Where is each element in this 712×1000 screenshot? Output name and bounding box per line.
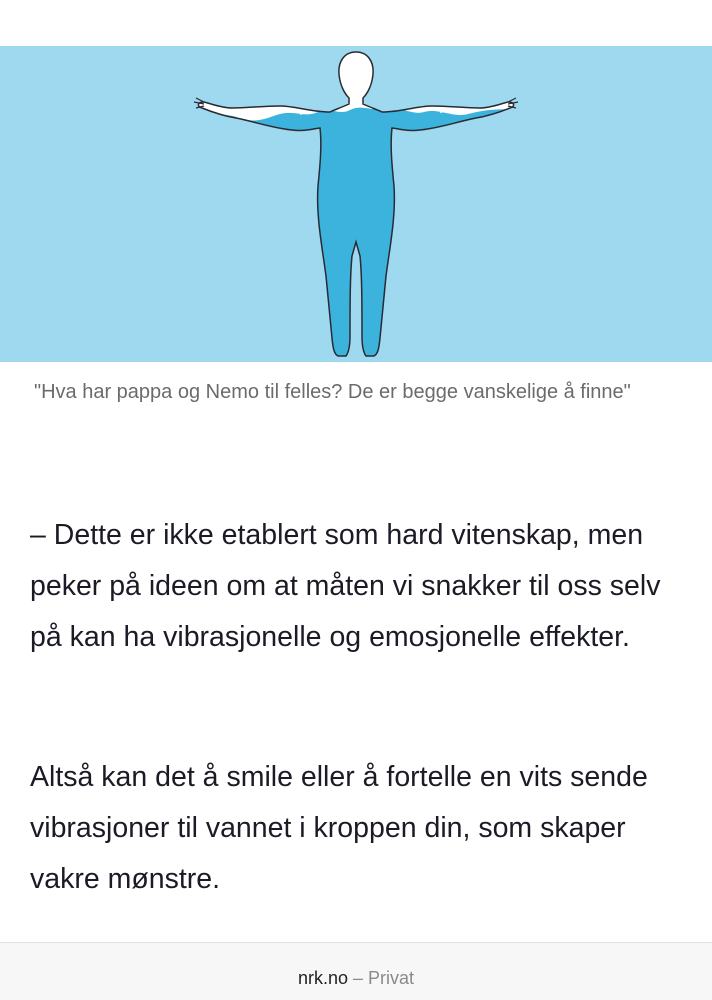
human-body-water-icon <box>0 46 712 362</box>
article-paragraph: – Dette er ikke etablert som hard vitenskap, men peker på ideen om at måten vi snakker til oss selv på kan ha vibrasjonelle og emosjonelle effekter. <box>30 519 661 653</box>
article-paragraph: Altså kan det å smile eller å fortelle en vits sende vibrasjoner til vannet i kroppen din, som skaper vakre mønstre. <box>30 761 648 895</box>
privacy-mode-label: Privat <box>368 968 415 988</box>
browser-footer <box>0 942 712 1000</box>
image-caption: "Hva har pappa og Nemo til felles? De er begge vanskelige å finne" <box>34 381 631 403</box>
site-domain[interactable]: nrk.no <box>297 968 348 988</box>
footer-separator: – <box>353 968 364 988</box>
top-spacer <box>0 0 712 46</box>
article-illustration <box>0 46 712 362</box>
